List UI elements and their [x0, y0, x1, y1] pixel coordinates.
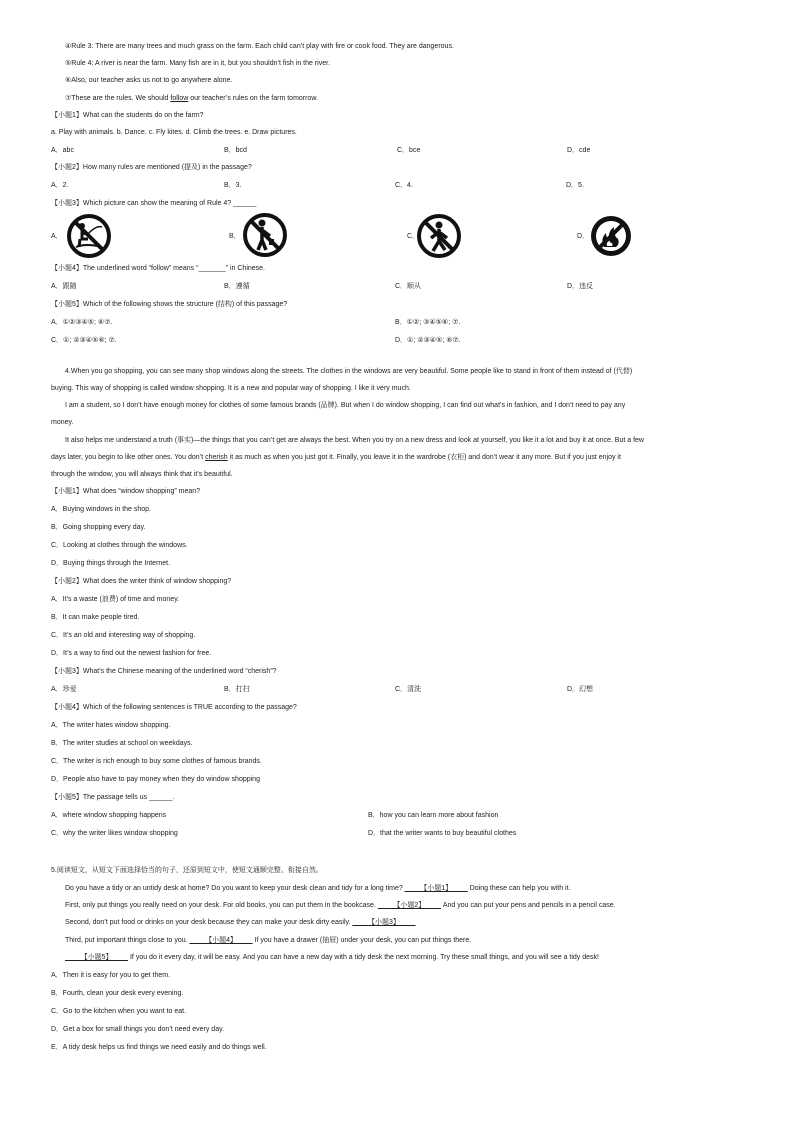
- p5-line-5: ____【小题5】____ If you do it every day, it will be easy. And you can have a new day with a tidy desk the next morning. Try these small things, and you will see a tidy desk!: [65, 954, 599, 961]
- p3-q5-option-c[interactable]: C．①; ②③④⑤⑥; ⑦.: [51, 337, 117, 344]
- p4-q2-option-b[interactable]: B．It can make people tired.: [51, 614, 140, 621]
- p4-q1-option-d[interactable]: D．Buying things through the Internet.: [51, 560, 171, 567]
- p3-q3-option-d-label[interactable]: D．: [577, 233, 590, 240]
- p4-question-5: 【小题5】The passage tells us ______.: [51, 794, 175, 801]
- p3-q4-option-d[interactable]: D．违反: [567, 283, 594, 290]
- p4-paragraph-1-cont: buying. This way of shopping is called window shopping. It is a new and popular way of shopping. I like it very much.: [51, 385, 411, 392]
- p3-q1-option-b[interactable]: B．bcd: [224, 147, 247, 154]
- p4-q4-option-a[interactable]: A．The writer hates window shopping.: [51, 722, 171, 729]
- blank-4[interactable]: ____【小题4】____: [189, 937, 253, 944]
- p5-line-2: First, only put things you really need on your desk. For old books, you can put them in the bookcase. ____【小题2】____ And you can put your pens and pencils in a pencil case.: [65, 902, 616, 909]
- p4-q4-option-d[interactable]: D．People also have to pay money when they do window shopping: [51, 776, 260, 783]
- p4-q1-option-a[interactable]: A．Buying windows in the shop.: [51, 506, 151, 513]
- p4-paragraph-2-cont: money.: [51, 419, 74, 426]
- p4-q1-option-b[interactable]: B．Going shopping every day.: [51, 524, 146, 531]
- p5-option-d[interactable]: D．Get a box for small things you don’t need every day.: [51, 1026, 225, 1033]
- p5-option-c[interactable]: C．Go to the kitchen when you want to eat.: [51, 1008, 187, 1015]
- rule-4: ⑤Rule 4: A river is near the farm. Many fish are in it, but you shouldn’t fish in the river.: [65, 60, 331, 67]
- p4-question-4: 【小题4】Which of the following sentences is TRUE according to the passage?: [51, 704, 297, 711]
- p3-q2-option-a[interactable]: A．2.: [51, 182, 69, 189]
- p5-option-b[interactable]: B．Fourth, clean your desk every evening.: [51, 990, 184, 997]
- no-fishing-sign-icon[interactable]: [66, 213, 112, 259]
- blank-3[interactable]: ____【小题3】____: [352, 919, 416, 926]
- p4-paragraph-3-cont: days later, you begin to like other ones. You don’t cherish it as much as when you just got it. Finally, you leave it in the wardrobe (衣柜) and don’t wear it any more. But if you just enjoy it: [51, 454, 621, 461]
- p5-option-a[interactable]: A．Then it is easy for you to get them.: [51, 972, 171, 979]
- p3-q5-option-d[interactable]: D．①; ②③④⑤; ⑥⑦.: [395, 337, 461, 344]
- p3-q4-option-c[interactable]: C．顺从: [395, 283, 422, 290]
- p5-line-3: Second, don’t put food or drinks on your desk because they can make your desk dirty easily. ____【小题3】____: [65, 919, 416, 926]
- p4-q3-option-b[interactable]: B．打扫: [224, 686, 250, 693]
- p3-q4-option-b[interactable]: B．遵循: [224, 283, 250, 290]
- blank-5[interactable]: ____【小题5】____: [65, 954, 129, 961]
- p3-q3-option-c-label[interactable]: C．: [407, 233, 420, 240]
- rule-3: ④Rule 3: There are many trees and much grass on the farm. Each child can’t play with fire or cook food. They are dangerous.: [65, 43, 454, 50]
- p4-question-1: 【小题1】What does “window shopping” mean?: [51, 488, 201, 495]
- p3-q3-option-b-label[interactable]: B．: [229, 233, 241, 240]
- p5-line-1: Do you have a tidy or an untidy desk at home? Do you want to keep your desk clean and tidy for a long time? ____【小题1】____ Doing these can help you with it.: [65, 885, 571, 892]
- blank-1[interactable]: ____【小题1】____: [404, 885, 468, 892]
- p4-q2-option-d[interactable]: D．It’s a way to find out the newest fashion for free.: [51, 650, 212, 657]
- p3-q1-items: a. Play with animals. b. Dance. c. Fly kites. d. Climb the trees. e. Draw pictures.: [51, 129, 297, 136]
- p4-q5-option-d[interactable]: D．that the writer wants to buy beautiful clothes: [368, 830, 517, 837]
- p4-paragraph-2: I am a student, so I don’t have enough money for clothes of some famous brands (品牌). But when I do window shopping, I can find out what’s in fashion, and I don’t need to pay any: [65, 402, 626, 409]
- no-littering-sign-icon[interactable]: [242, 212, 288, 258]
- p3-question-2: 【小题2】How many rules are mentioned (提及) in the passage?: [51, 164, 252, 171]
- rule-conclusion: ⑦These are the rules. We should follow our teacher’s rules on the farm tomorrow.: [65, 95, 318, 102]
- p4-q5-option-a[interactable]: A．where window shopping happens: [51, 812, 167, 819]
- p4-q2-option-c[interactable]: C．It’s an old and interesting way of shopping.: [51, 632, 196, 639]
- p3-question-1: 【小题1】What can the students do on the farm?: [51, 112, 204, 119]
- blank-2[interactable]: ____【小题2】____: [377, 902, 441, 909]
- p4-paragraph-3-end: through the window, you will always think that it’s beautiful.: [51, 471, 233, 478]
- p3-q2-option-c[interactable]: C．4.: [395, 182, 413, 189]
- p3-question-4: 【小题4】The underlined word “follow” means “_______” in Chinese.: [51, 265, 265, 272]
- no-fire-sign-icon[interactable]: [588, 213, 634, 259]
- p3-q2-option-d[interactable]: D．5.: [566, 182, 584, 189]
- p4-q5-option-c[interactable]: C．why the writer likes window shopping: [51, 830, 178, 837]
- p3-q5-option-a[interactable]: A．①②③④⑤; ⑥⑦.: [51, 319, 113, 326]
- p3-q1-option-d[interactable]: D．cde: [567, 147, 591, 154]
- p5-option-e[interactable]: E．A tidy desk helps us find things we need easily and do things well.: [51, 1044, 267, 1051]
- p3-question-3: 【小题3】Which picture can show the meaning of Rule 4? ______: [51, 200, 257, 207]
- p4-paragraph-1: 4.When you go shopping, you can see many shop windows along the streets. The clothes in the windows are very beautiful. Some people like to stand in front of them instead of (代替): [65, 368, 633, 375]
- p3-q2-option-b[interactable]: B．3.: [224, 182, 242, 189]
- p4-q3-option-d[interactable]: D．幻想: [567, 686, 594, 693]
- p4-paragraph-3: It also helps me understand a truth (事实)—the things that you can’t get are always the best. When you try on a new dress and look at yourself, you like it a lot and buy it at once. But a few: [65, 437, 644, 444]
- p3-q4-option-a[interactable]: A．跟随: [51, 283, 77, 290]
- p4-question-2: 【小题2】What does the writer think of window shopping?: [51, 578, 232, 585]
- underlined-word-follow: follow: [170, 95, 189, 102]
- p4-q3-option-a[interactable]: A．珍爱: [51, 686, 77, 693]
- p4-q2-option-a[interactable]: A．It’s a waste (浪费) of time and money.: [51, 596, 180, 603]
- p4-q4-option-c[interactable]: C．The writer is rich enough to buy some clothes of famous brands.: [51, 758, 262, 765]
- p3-q5-option-b[interactable]: B．①②; ③④⑤⑥; ⑦.: [395, 319, 461, 326]
- p4-q5-option-b[interactable]: B．how you can learn more about fashion: [368, 812, 499, 819]
- p4-q3-option-c[interactable]: C．清洗: [395, 686, 422, 693]
- p3-q1-option-c[interactable]: C．bce: [397, 147, 421, 154]
- p3-q1-option-a[interactable]: A．abc: [51, 147, 74, 154]
- p3-q3-option-a-label[interactable]: A．: [51, 233, 63, 240]
- p4-q1-option-c[interactable]: C．Looking at clothes through the windows.: [51, 542, 188, 549]
- no-pedestrians-sign-icon[interactable]: [416, 213, 462, 259]
- p5-line-4: Third, put important things close to you. ____【小题4】____ If you have a drawer (抽屉) under your desk, you can put things there.: [65, 937, 472, 944]
- p5-instructions: 5.阅读短文，从短文下面选择恰当的句子，还原到短文中，使短文通顺完整、衔接自然。: [51, 867, 323, 874]
- rule-5: ⑥Also, our teacher asks us not to go anywhere alone.: [65, 77, 233, 84]
- p4-question-3: 【小题3】What’s the Chinese meaning of the underlined word “cherish”?: [51, 668, 277, 675]
- p4-q4-option-b[interactable]: B．The writer studies at school on weekdays.: [51, 740, 193, 747]
- p3-question-5: 【小题5】Which of the following shows the structure (结构) of this passage?: [51, 301, 288, 308]
- underlined-word-cherish: cherish: [205, 454, 228, 461]
